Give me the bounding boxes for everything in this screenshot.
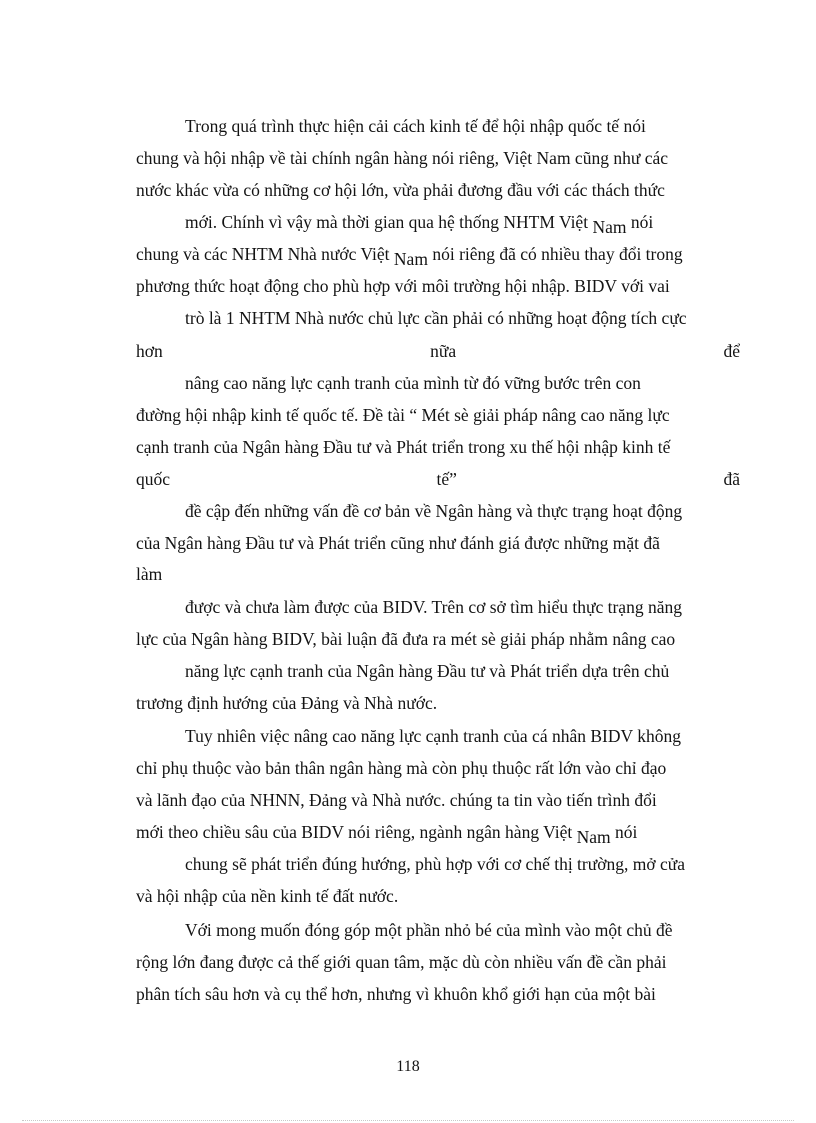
text-line: lực của Ngân hàng BIDV, bài luận đã đưa ra mét sè giải pháp nhằm nâng cao [136,629,676,649]
text-line: đường hội nhập kinh tế quốc tế. Đề tài “ Mét sè giải pháp nâng cao năng lực [136,405,670,425]
text-line: chung và hội nhập về tài chính ngân hàng nói riêng, Việt Nam cũng như các [136,148,668,168]
text-line: của Ngân hàng Đầu tư và Phát triển cũng như đánh giá được những mặt đã [136,533,660,553]
text-line: rộng lớn đang được cả thế giới quan tâm, mặc dù còn nhiều vấn đề cần phải [136,952,667,972]
text-line [136,468,740,490]
text-segment: mới theo chiều sâu của BIDV nói riêng, ngành ngân hàng Việt [136,822,573,842]
text-line: nước khác vừa có những cơ hội lớn, vừa phải đương đầu với các thách thức [136,180,665,200]
text-segment: nữa [430,341,457,361]
text-line: trương định hướng của Đảng và Nhà nước. [136,693,438,713]
text-line: làm [136,564,163,584]
text-line [136,340,740,362]
text-line: cạnh tranh của Ngân hàng Đầu tư và Phát triển trong xu thế hội nhập kinh tế [136,437,671,457]
subscript-text: Nam [576,827,611,847]
footer-divider [22,1120,794,1121]
subscript-text: Nam [393,249,428,269]
text-segment: nói [630,212,654,232]
page-number: 118 [396,1058,420,1075]
text-line: nâng cao năng lực cạnh tranh của mình từ đó vững bước trên con [185,373,641,393]
text-line: đề cập đến những vấn đề cơ bản về Ngân hàng và thực trạng hoạt động [185,501,683,521]
text-line: Trong quá trình thực hiện cải cách kinh tế để hội nhập quốc tế nói [185,116,646,136]
subscript-text: Nam [592,217,627,237]
text-line: chỉ phụ thuộc vào bản thân ngân hàng mà còn phụ thuộc rất lớn vào chỉ đạo [136,758,667,778]
text-segment: quốc [136,469,171,489]
text-line [136,821,740,847]
text-segment: nói riêng đã có nhiều thay đổi trong [432,244,683,264]
text-line: phân tích sâu hơn và cụ thể hơn, nhưng vì khuôn khổ giới hạn của một bài [136,984,656,1004]
text-segment: chung và các NHTM Nhà nước Việt [136,244,390,264]
text-line: trò là 1 NHTM Nhà nước chủ lực cần phải có những hoạt động tích cực [185,308,687,328]
text-line: chung sẽ phát triển đúng hướng, phù hợp với cơ chế thị trường, mở cửa [185,854,685,874]
text-segment: mới. Chính vì vậy mà thời gian qua hệ thống NHTM Việt [185,212,589,232]
text-line: Tuy nhiên việc nâng cao năng lực cạnh tranh của cá nhân BIDV không [185,726,681,746]
text-line: và hội nhập của nền kinh tế đất nước. [136,886,399,906]
text-line: phương thức hoạt động cho phù hợp với môi trường hội nhập. BIDV với vai [136,276,670,296]
text-line: Với mong muốn đóng góp một phần nhỏ bé của mình vào một chủ đề [185,920,673,940]
text-line [185,211,740,237]
text-segment: hơn [136,341,163,361]
text-segment: tế” [436,469,457,489]
text-line: được và chưa làm được của BIDV. Trên cơ sở tìm hiểu thực trạng năng [185,597,682,617]
text-line: năng lực cạnh tranh của Ngân hàng Đầu tư và Phát triển dựa trên chủ [185,661,670,681]
text-segment: đã [723,469,740,489]
text-segment: nói [615,822,638,842]
text-segment: để [723,341,740,361]
text-line [136,243,740,269]
text-line: và lãnh đạo của NHNN, Đảng và Nhà nước. chúng ta tin vào tiến trình đổi [136,790,657,810]
